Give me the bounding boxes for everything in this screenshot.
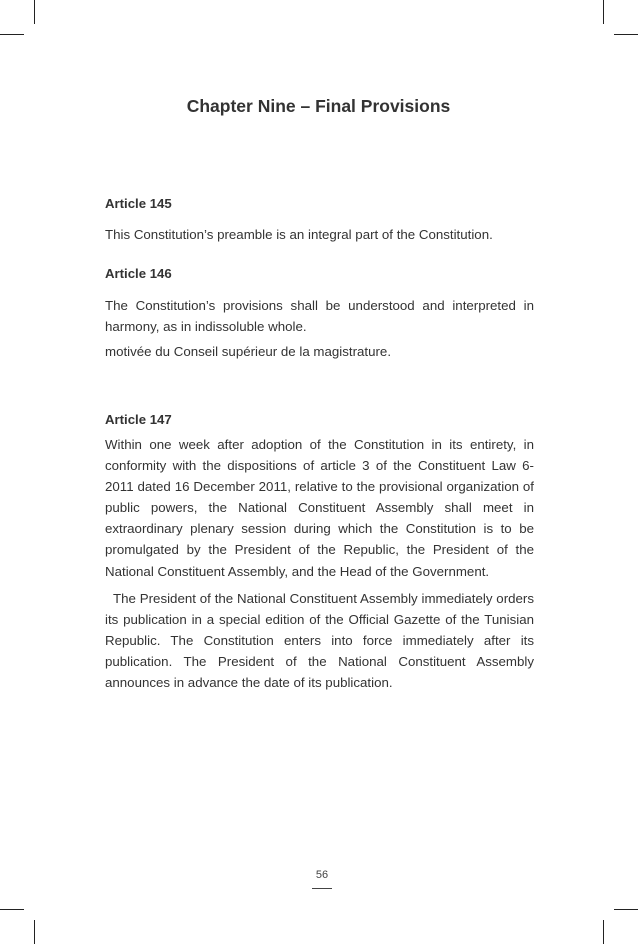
chapter-title [0, 96, 638, 117]
crop-mark-top-right-vertical [603, 0, 604, 24]
page-number: 56 [315, 869, 329, 881]
crop-mark-bottom-right-vertical [603, 920, 604, 944]
crop-mark-bottom-left-horizontal [0, 909, 24, 910]
article-147-paragraph-2: The President of the National Constituent Assembly immediately orders its publication in a special edition of the Official Gazette of the Tunisian Republic. The Constitution enters into force immediately after its publication. The President of the National Constituent Assembly announces in advance the date of its publication. [105, 591, 534, 691]
article-145-paragraph: This Constitution’s preamble is an integral part of the Constitution. [105, 227, 493, 242]
crop-mark-bottom-right-horizontal [614, 909, 638, 910]
article-147-heading: Article 147 [105, 412, 172, 427]
article-147-paragraph-1: Within one week after adoption of the Constitution in its entirety, in conformity with the dispositions of article 3 of the Constituent Law 6-2011 dated 16 December 2011, relative to the provisional organization of public powers, the National Constituent Assembly shall meet in extraordinary plenary session during which the Constitution is to be promulgated by the President of the Republic, the President of the National Constituent Assembly, and the Head of the Government. [105, 437, 534, 579]
crop-mark-top-left-vertical [34, 0, 35, 24]
crop-mark-bottom-left-vertical [34, 920, 35, 944]
article-146-heading: Article 146 [105, 266, 172, 281]
article-146-paragraph-1: The Constitution’s provisions shall be understood and interpreted in harmony, as in indissoluble whole. [105, 298, 534, 335]
page-number-underline [312, 888, 332, 889]
crop-mark-top-left-horizontal [0, 34, 24, 35]
article-146-paragraph-2: motivée du Conseil supérieur de la magistrature. [105, 344, 392, 359]
chapter-title-text: Chapter Nine – Final Provisions [186, 96, 451, 116]
article-145-heading: Article 145 [105, 196, 172, 211]
crop-mark-top-right-horizontal [614, 34, 638, 35]
